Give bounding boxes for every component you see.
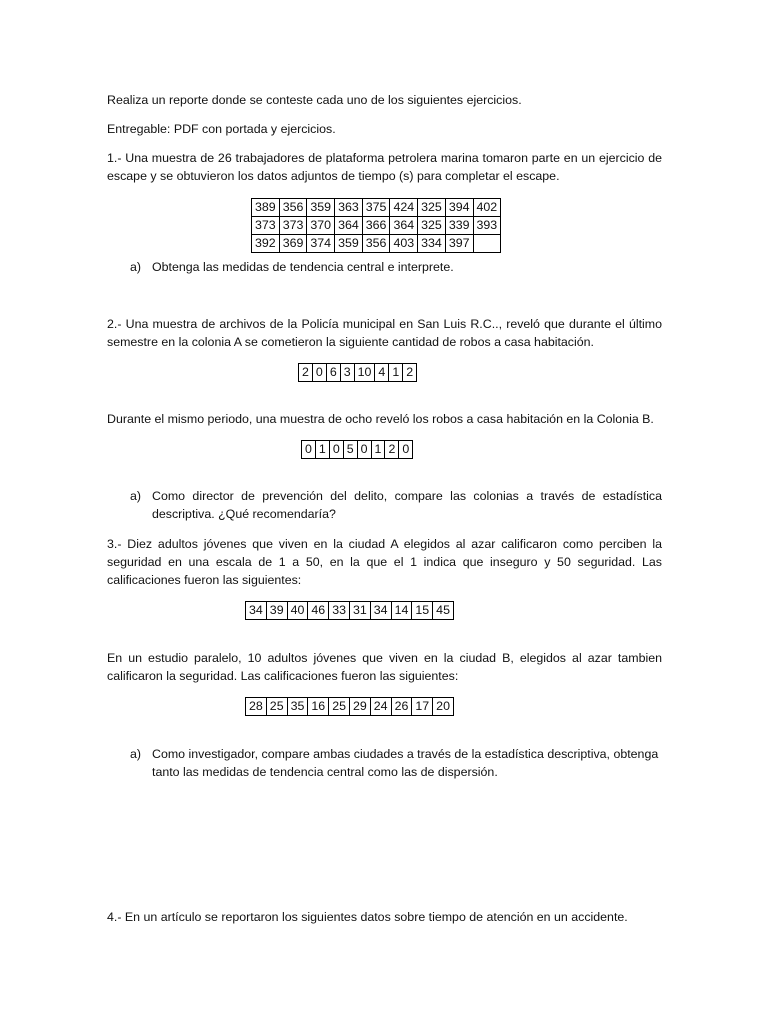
- table-cell: 28: [246, 698, 267, 716]
- intro-instruction: Realiza un reporte donde se conteste cada uno de los siguientes ejercicios.: [107, 93, 522, 107]
- table-cell: 2: [385, 441, 399, 459]
- table-row: [302, 441, 413, 459]
- exercise-4-text: 4.- En un artículo se reportaron los siguientes datos sobre tiempo de atención en un accidente.: [107, 910, 628, 924]
- ciudad-a-table: [245, 601, 454, 620]
- table-cell: 20: [433, 698, 454, 716]
- table-cell: 2: [403, 364, 417, 382]
- table-row: [246, 698, 454, 716]
- table-cell: 0: [302, 441, 316, 459]
- table-cell: 370: [307, 217, 335, 235]
- table-cell: 359: [307, 199, 335, 217]
- exercise-3-ciudad-b-text: En un estudio paralelo, 10 adultos jóvenes que viven en la ciudad B, elegidos al azar tambien calificaron la seguridad. Las calificaciones fueron las siguientes:: [107, 651, 662, 683]
- question-label: a): [130, 489, 142, 503]
- table-cell: 392: [252, 235, 280, 253]
- table-cell: 359: [335, 235, 363, 253]
- question-text: Como director de prevención del delito, compare las colonias a través de estadística descriptiva. ¿Qué recomendaría?: [152, 489, 662, 521]
- exercise-1-question: [130, 258, 662, 276]
- table-cell: 356: [362, 235, 390, 253]
- table-cell: 29: [349, 698, 370, 716]
- table-cell: 325: [418, 199, 446, 217]
- ciudad-b-table: [245, 697, 454, 716]
- table-cell: 24: [370, 698, 391, 716]
- table-row: [252, 217, 501, 235]
- table-row: [246, 602, 454, 620]
- colonia-a-table: [298, 363, 417, 382]
- table-cell: 40: [287, 602, 308, 620]
- question-text: Obtenga las medidas de tendencia central e interprete.: [152, 260, 454, 274]
- table-cell: 325: [418, 217, 446, 235]
- table-cell: 2: [299, 364, 313, 382]
- table-cell: 389: [252, 199, 280, 217]
- table-cell: 1: [315, 441, 329, 459]
- exercise-3-question: [130, 745, 662, 781]
- exercise-1-text: 1.- Una muestra de 26 trabajadores de plataforma petrolera marina tomaron parte en un ejercicio de escape y se obtuvieron los datos adjuntos de tiempo (s) para completar el escape.: [107, 151, 662, 183]
- table-cell: 5: [343, 441, 357, 459]
- intro-deliverable: Entregable: PDF con portada y ejercicios.: [107, 122, 336, 136]
- table-cell: 26: [391, 698, 412, 716]
- table-cell: 39: [266, 602, 287, 620]
- table-cell: 334: [418, 235, 446, 253]
- table-cell: 394: [445, 199, 473, 217]
- table-cell: 15: [412, 602, 433, 620]
- question-label: a): [130, 260, 142, 274]
- table-cell: 34: [246, 602, 267, 620]
- exercise-1-data-table: [251, 198, 501, 253]
- table-cell: 10: [354, 364, 375, 382]
- table-cell: 356: [279, 199, 307, 217]
- table-cell: 374: [307, 235, 335, 253]
- table-cell: 17: [412, 698, 433, 716]
- table-cell: 6: [326, 364, 340, 382]
- table-cell: 25: [266, 698, 287, 716]
- table-cell: 33: [329, 602, 350, 620]
- table-cell: 373: [279, 217, 307, 235]
- table-cell: 25: [329, 698, 350, 716]
- exercise-3-text: 3.- Diez adultos jóvenes que viven en la ciudad A elegidos al azar calificaron como perciben la seguridad en una escala de 1 a 50, en la que el 1 indica que inseguro y 50 seguridad. Las calificaciones fueron las siguientes:: [107, 537, 662, 587]
- exercise-2-colonia-b-text: Durante el mismo periodo, una muestra de ocho reveló los robos a casa habitación en la Colonia B.: [107, 412, 654, 426]
- table-cell: 339: [445, 217, 473, 235]
- table-cell: 363: [335, 199, 363, 217]
- table-cell: 402: [473, 199, 501, 217]
- question-label: a): [130, 747, 142, 761]
- table-cell: 364: [390, 217, 418, 235]
- table-cell: 1: [371, 441, 385, 459]
- table-cell: 373: [252, 217, 280, 235]
- table-cell: 0: [312, 364, 326, 382]
- table-cell: 0: [329, 441, 343, 459]
- table-cell: 369: [279, 235, 307, 253]
- table-row: [252, 235, 501, 253]
- table-cell: 0: [357, 441, 371, 459]
- table-cell: 375: [362, 199, 390, 217]
- table-cell: 46: [308, 602, 329, 620]
- table-cell: 403: [390, 235, 418, 253]
- table-cell: 397: [445, 235, 473, 253]
- exercise-2-text: 2.- Una muestra de archivos de la Policía municipal en San Luis R.C.., reveló que durante el último semestre en la colonia A se cometieron la siguiente cantidad de robos a casa habitación.: [107, 317, 662, 349]
- table-row: [252, 199, 501, 217]
- table-cell: 45: [433, 602, 454, 620]
- question-text: Como investigador, compare ambas ciudades a través de la estadística descriptiva, obtenga tanto las medidas de tendencia central como las de dispersión.: [152, 747, 659, 779]
- table-cell: 424: [390, 199, 418, 217]
- table-cell: 366: [362, 217, 390, 235]
- exercise-2-question: [130, 487, 662, 523]
- colonia-b-table: [301, 440, 413, 459]
- table-cell: 16: [308, 698, 329, 716]
- table-cell: 3: [340, 364, 354, 382]
- table-cell: [473, 235, 501, 253]
- table-cell: 393: [473, 217, 501, 235]
- table-row: [299, 364, 417, 382]
- table-cell: 4: [375, 364, 389, 382]
- table-cell: 31: [349, 602, 370, 620]
- table-cell: 1: [389, 364, 403, 382]
- table-cell: 34: [370, 602, 391, 620]
- table-cell: 0: [399, 441, 413, 459]
- table-cell: 35: [287, 698, 308, 716]
- table-cell: 14: [391, 602, 412, 620]
- table-cell: 364: [335, 217, 363, 235]
